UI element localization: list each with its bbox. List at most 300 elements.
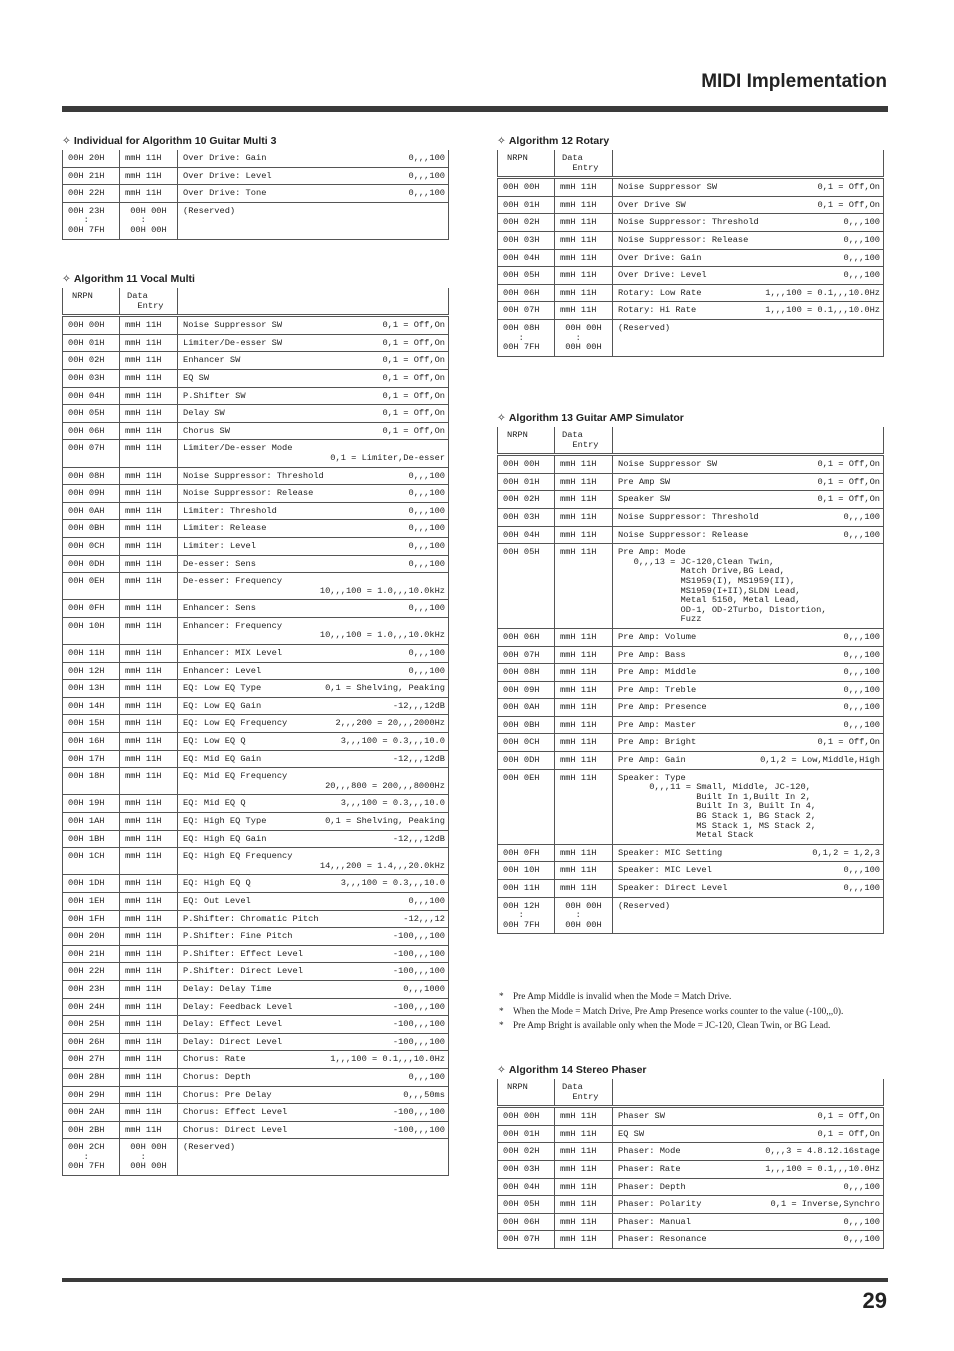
parameter-value: 3,,,100 = 0.3,,,10.0 xyxy=(340,878,445,889)
data-entry-header: Data Entry xyxy=(562,430,599,450)
parameter-name: Noise Suppressor: Threshold xyxy=(183,470,324,481)
data-entry-cell: 00H 00H : 00H 00H xyxy=(130,205,167,235)
data-entry-cell: mmH 11H xyxy=(125,488,162,499)
data-entry-cell: mmH 11H xyxy=(560,270,597,281)
parameter-value: -100,,,100 xyxy=(392,948,445,959)
description-cell xyxy=(618,880,880,897)
table-row xyxy=(63,662,449,680)
data-entry-cell: mmH 11H xyxy=(125,736,162,747)
parameter-value: 0,,,100 xyxy=(843,1234,880,1245)
table-row xyxy=(498,1143,884,1161)
parameter-name: EQ: High EQ Q xyxy=(183,878,251,889)
description-cell xyxy=(183,538,445,555)
nrpn-cell: 00H 14H xyxy=(68,700,105,711)
parameter-value: 0,,,100 xyxy=(843,865,880,876)
parameter-value: 0,1 = Shelving, Peaking xyxy=(325,683,445,694)
parameter-value: -100,,,100 xyxy=(392,966,445,977)
parameter-name: Over Drive SW xyxy=(618,199,686,210)
parameter-name: Delay: Delay Time xyxy=(183,983,272,994)
nrpn-cell: 00H 29H xyxy=(68,1089,105,1100)
table-row xyxy=(498,664,884,682)
table-row xyxy=(63,1068,449,1086)
parameter-name: Pre Amp: Middle xyxy=(618,667,697,678)
data-entry-cell: mmH 11H xyxy=(560,719,597,730)
description-cell xyxy=(618,456,880,473)
description-cell xyxy=(183,733,445,750)
table-row xyxy=(63,1121,449,1139)
nrpn-cell: 00H 11H xyxy=(68,648,105,659)
table-row xyxy=(63,520,449,538)
description-cell xyxy=(183,663,445,680)
section-title: ✧ Algorithm 13 Guitar AMP Simulator xyxy=(497,412,684,424)
data-entry-cell: mmH 11H xyxy=(560,529,597,540)
nrpn-cell: 00H 02H xyxy=(503,494,540,505)
data-entry-cell: mmH 11H xyxy=(125,1036,162,1047)
data-entry-cell: mmH 11H xyxy=(560,631,597,642)
table-row xyxy=(498,1125,884,1143)
data-entry-cell: mmH 11H xyxy=(125,1107,162,1118)
parameter-name: Pre Amp: Master xyxy=(618,719,697,730)
parameter-name: Rotary: Low Rate xyxy=(618,287,702,298)
parameter-value: 0,,,100 xyxy=(843,217,880,228)
nrpn-cell: 00H 0EH xyxy=(503,772,540,783)
description-cell xyxy=(183,911,445,928)
note: * Pre Amp Bright is available only when the Mode = JC-120, Clean Twin, or BG Lead. xyxy=(499,1021,831,1032)
nrpn-table xyxy=(497,1079,884,1249)
parameter-value: 0,,,100 xyxy=(843,529,880,540)
parameter-name: EQ: Out Level xyxy=(183,895,251,906)
description-cell xyxy=(183,1016,445,1033)
nrpn-cell: 00H 09H xyxy=(68,488,105,499)
diamond-icon: ✧ xyxy=(497,412,506,424)
parameter-name: Phaser: Rate xyxy=(618,1163,681,1174)
table-row xyxy=(498,844,884,862)
table-row xyxy=(63,405,449,423)
data-entry-cell: mmH 11H xyxy=(125,470,162,481)
description-cell xyxy=(183,370,445,387)
parameter-name: Delay SW xyxy=(183,408,225,419)
section-title: ✧ Algorithm 11 Vocal Multi xyxy=(62,273,195,285)
page-number: 29 xyxy=(862,1288,887,1313)
table-row xyxy=(498,1231,884,1249)
data-entry-cell: mmH 11H xyxy=(125,443,162,454)
nrpn-cell: 00H 1AH xyxy=(68,816,105,826)
parameter-name: Pre Amp: Mode 0,,,13 = JC-120,Clean Twin, Match Drive,BG Lead, MS1959(I), MS1959(II), MS1959(I+II),SLDN Lead, Metal 5150, Metal Lead, OD-1, OD-2Turbo, Distortion, Fuzz xyxy=(618,547,827,625)
parameter-value: 2,,,200 = 20,,,2000Hz xyxy=(335,718,445,729)
nrpn-cell: 00H 03H xyxy=(503,1163,540,1174)
data-entry-cell: mmH 11H xyxy=(125,983,162,994)
parameter-name: EQ SW xyxy=(183,372,210,383)
parameter-name: EQ: Low EQ Q xyxy=(183,736,246,747)
description-cell xyxy=(183,168,445,185)
data-entry-cell: mmH 11H xyxy=(560,847,597,858)
parameter-name: Enhancer: Sens xyxy=(183,603,256,614)
parameter-value: 0,1 = Limiter,De-esser xyxy=(330,452,445,463)
description-cell xyxy=(618,491,880,508)
description-cell xyxy=(183,618,445,644)
description-cell xyxy=(183,468,445,485)
section-algorithm-10 xyxy=(62,134,448,240)
parameter-value: 0,1 = Off,On xyxy=(817,1111,880,1122)
section-algorithm-12 xyxy=(497,134,883,357)
parameter-value: 0,1 = Off,On xyxy=(817,1128,880,1139)
description-cell xyxy=(183,813,445,830)
parameter-name: P.Shifter: Fine Pitch xyxy=(183,931,293,942)
nrpn-cell: 00H 0BH xyxy=(503,719,540,730)
description-cell xyxy=(618,1179,880,1196)
data-entry-cell: mmH 11H xyxy=(125,576,162,587)
description-cell xyxy=(618,197,880,214)
description-cell xyxy=(618,179,880,196)
parameter-name: Pre Amp SW xyxy=(618,476,671,487)
data-entry-cell: mmH 11H xyxy=(560,217,597,228)
nrpn-cell: 00H 16H xyxy=(68,736,105,747)
data-entry-cell: mmH 11H xyxy=(125,170,162,181)
diamond-icon: ✧ xyxy=(497,1064,506,1076)
description-cell xyxy=(618,898,880,915)
parameter-value: 0,,,100 xyxy=(843,667,880,678)
table-row xyxy=(498,862,884,880)
description-cell xyxy=(183,680,445,697)
parameter-name: P.Shifter: Direct Level xyxy=(183,966,303,977)
parameter-value: -100,,,100 xyxy=(392,1107,445,1118)
parameter-value: 3,,,100 = 0.3,,,10.0 xyxy=(340,736,445,747)
description-cell xyxy=(618,1161,880,1178)
section-title: ✧ Individual for Algorithm 10 Guitar Multi 3 xyxy=(62,135,277,147)
table-row xyxy=(498,734,884,752)
parameter-value: 20,,,800 = 200,,,8000Hz xyxy=(325,780,445,791)
description-cell xyxy=(183,848,445,874)
data-entry-cell: mmH 11H xyxy=(125,337,162,348)
nrpn-cell: 00H 0BH xyxy=(68,523,105,534)
description-cell xyxy=(183,928,445,945)
parameter-value: 0,,,100 xyxy=(843,684,880,695)
section-algorithm-14 xyxy=(497,1063,883,1249)
data-entry-header: Data Entry xyxy=(562,153,599,173)
table-row xyxy=(498,491,884,509)
page-header-title: MIDI Implementation xyxy=(701,71,887,92)
nrpn-cell: 00H 04H xyxy=(68,390,105,401)
nrpn-cell: 00H 00H xyxy=(503,1111,540,1122)
description-cell xyxy=(618,214,880,231)
description-cell xyxy=(183,573,445,599)
description-cell xyxy=(618,1196,880,1213)
parameter-value: 0,,,50ms xyxy=(403,1089,445,1100)
data-entry-cell: mmH 11H xyxy=(125,540,162,551)
parameter-value: 1,,,100 = 0.1,,,10.0Hz xyxy=(330,1054,445,1065)
table-row xyxy=(498,1160,884,1178)
data-entry-cell: mmH 11H xyxy=(125,408,162,419)
data-entry-cell: mmH 11H xyxy=(125,833,162,844)
parameter-name: Pre Amp: Treble xyxy=(618,684,697,695)
parameter-name: Noise Suppressor SW xyxy=(618,182,718,193)
parameter-name: P.Shifter: Chromatic Pitch xyxy=(183,913,319,924)
table-row xyxy=(63,910,449,928)
notes xyxy=(499,990,843,1034)
parameter-value: 0,1 = Shelving, Peaking xyxy=(325,816,445,826)
parameter-value: 0,1 = Off,On xyxy=(817,737,880,748)
parameter-value: 0,,,100 xyxy=(408,488,445,499)
parameter-name: De-esser: Frequency xyxy=(183,576,283,587)
section-algorithm-13 xyxy=(497,411,883,934)
parameter-name: (Reserved) xyxy=(618,322,671,333)
nrpn-cell: 00H 06H xyxy=(503,1216,540,1227)
nrpn-cell: 00H 06H xyxy=(503,631,540,642)
data-entry-cell: mmH 11H xyxy=(125,665,162,676)
parameter-value: 0,1 = Off,On xyxy=(382,355,445,366)
nrpn-cell: 00H 2BH xyxy=(68,1124,105,1135)
nrpn-cell: 00H 00H xyxy=(503,182,540,193)
table-row xyxy=(498,1196,884,1214)
description-cell xyxy=(183,388,445,405)
nrpn-cell: 00H 0FH xyxy=(503,847,540,858)
parameter-name: Enhancer: MIX Level xyxy=(183,648,283,659)
nrpn-table xyxy=(497,427,884,934)
nrpn-cell: 00H 03H xyxy=(503,234,540,245)
table-row xyxy=(498,178,884,197)
table-row xyxy=(498,628,884,646)
description-cell xyxy=(183,485,445,502)
description-cell xyxy=(618,682,880,699)
parameter-value: 0,1 = Off,On xyxy=(382,425,445,436)
nrpn-cell: 00H 04H xyxy=(503,1181,540,1192)
parameter-name: Phaser SW xyxy=(618,1111,665,1122)
description-cell xyxy=(183,1069,445,1086)
nrpn-cell: 00H 21H xyxy=(68,948,105,959)
parameter-name: EQ: Mid EQ Gain xyxy=(183,753,262,764)
nrpn-cell: 00H 0AH xyxy=(503,702,540,713)
data-entry-cell: mmH 11H xyxy=(125,851,162,862)
nrpn-cell: 00H 01H xyxy=(503,1128,540,1139)
description-cell xyxy=(183,645,445,662)
parameter-value: 0,,,100 xyxy=(408,153,445,163)
nrpn-cell: 00H 01H xyxy=(68,337,105,348)
description-cell xyxy=(618,267,880,284)
parameter-name: Speaker: Direct Level xyxy=(618,883,728,893)
nrpn-cell: 00H 12H : 00H 7FH xyxy=(503,900,540,930)
note: * Pre Amp Middle is invalid when the Mode = Match Drive. xyxy=(499,992,732,1002)
parameter-value: 0,,,100 xyxy=(843,649,880,660)
table-row xyxy=(63,750,449,768)
data-entry-cell: mmH 11H xyxy=(125,1001,162,1012)
parameter-value: 0,,,100 xyxy=(408,505,445,516)
nrpn-cell: 00H 05H xyxy=(68,408,105,419)
nrpn-cell: 00H 2CH : 00H 7FH xyxy=(68,1142,105,1172)
nrpn-cell: 00H 11H xyxy=(503,883,540,893)
parameter-name: EQ: High EQ Gain xyxy=(183,833,267,844)
data-entry-cell: mmH 11H xyxy=(560,305,597,316)
description-cell xyxy=(618,250,880,267)
parameter-value: 1,,,100 = 0.1,,,10.0Hz xyxy=(765,287,880,298)
data-entry-cell: mmH 11H xyxy=(125,816,162,826)
data-entry-cell: mmH 11H xyxy=(125,372,162,383)
parameter-name: EQ: High EQ Frequency xyxy=(183,851,293,862)
data-entry-cell: mmH 11H xyxy=(560,684,597,695)
table-row xyxy=(63,795,449,813)
data-entry-cell: mmH 11H xyxy=(560,755,597,766)
parameter-name: Chorus: Rate xyxy=(183,1054,246,1065)
parameter-name: Delay: Effect Level xyxy=(183,1019,283,1030)
parameter-value: -100,,,100 xyxy=(392,1036,445,1047)
data-entry-header: Data Entry xyxy=(562,1082,599,1102)
data-entry-cell: mmH 11H xyxy=(560,737,597,748)
parameter-value: 0,,,100 xyxy=(408,540,445,551)
parameter-value: 0,1 = Off,On xyxy=(817,459,880,470)
nrpn-cell: 00H 0EH xyxy=(68,576,105,587)
description-cell xyxy=(183,768,445,794)
parameter-name: Pre Amp: Bright xyxy=(618,737,697,748)
table-row xyxy=(63,848,449,875)
parameter-name: Speaker SW xyxy=(618,494,671,505)
parameter-name: Noise Suppressor: Threshold xyxy=(618,511,759,522)
parameter-name: Over Drive: Gain xyxy=(618,252,702,263)
data-entry-cell: mmH 11H xyxy=(125,1089,162,1100)
table-row xyxy=(498,1107,884,1126)
parameter-name: Over Drive: Level xyxy=(618,270,707,281)
parameter-name: Limiter: Level xyxy=(183,540,256,551)
parameter-value: -12,,,12dB xyxy=(392,700,445,711)
nrpn-cell: 00H 20H xyxy=(68,153,105,163)
nrpn-cell: 00H 02H xyxy=(68,355,105,366)
data-entry-cell: mmH 11H xyxy=(560,494,597,505)
table-header-row xyxy=(498,1079,884,1107)
table-row xyxy=(63,830,449,848)
parameter-value: 0,,,100 xyxy=(843,883,880,893)
table-row xyxy=(498,716,884,734)
parameter-value: 0,,,100 xyxy=(843,702,880,713)
description-cell xyxy=(183,150,445,167)
data-entry-cell: 00H 00H : 00H 00H xyxy=(565,900,602,930)
parameter-value: 0,1 = Off,On xyxy=(817,182,880,193)
data-entry-cell: mmH 11H xyxy=(125,913,162,924)
description-cell xyxy=(618,629,880,646)
nrpn-cell: 00H 23H : 00H 7FH xyxy=(68,205,105,235)
description-cell xyxy=(183,1104,445,1121)
parameter-value: 0,1 = Off,On xyxy=(817,476,880,487)
nrpn-cell: 00H 1DH xyxy=(68,878,105,889)
parameter-name: Limiter: Release xyxy=(183,523,267,534)
nrpn-header: NRPN xyxy=(507,430,528,440)
nrpn-cell: 00H 0AH xyxy=(68,505,105,516)
parameter-name: Pre Amp: Bass xyxy=(618,649,686,660)
table-row xyxy=(498,880,884,898)
data-entry-cell: mmH 11H xyxy=(125,700,162,711)
parameter-name: Chorus SW xyxy=(183,425,230,436)
table-row xyxy=(63,715,449,733)
table-row xyxy=(63,467,449,485)
nrpn-header: NRPN xyxy=(72,291,93,301)
nrpn-cell: 00H 0FH xyxy=(68,603,105,614)
nrpn-cell: 00H 1BH xyxy=(68,833,105,844)
data-entry-cell: mmH 11H xyxy=(560,702,597,713)
table-row xyxy=(498,267,884,285)
nrpn-cell: 00H 20H xyxy=(68,931,105,942)
nrpn-cell: 00H 02H xyxy=(503,1146,540,1157)
nrpn-cell: 00H 08H : 00H 7FH xyxy=(503,322,540,353)
parameter-value: 0,,,100 xyxy=(843,719,880,730)
table-row xyxy=(63,573,449,600)
table-row xyxy=(498,302,884,320)
parameter-value: 0,1 = Off,On xyxy=(382,372,445,383)
parameter-value: 0,1,2 = Low,Middle,High xyxy=(760,755,880,766)
nrpn-table xyxy=(62,150,449,240)
table-row xyxy=(498,769,884,844)
description-cell xyxy=(618,1214,880,1231)
table-row xyxy=(63,440,449,467)
parameter-name: Phaser: Resonance xyxy=(618,1234,707,1245)
note: * When the Mode = Match Drive, Pre Amp Presence works counter to the value (-100,,,0). xyxy=(499,1006,844,1017)
table-row xyxy=(63,352,449,370)
table-row xyxy=(498,526,884,544)
parameter-value: 0,,,1000 xyxy=(403,983,445,994)
description-cell xyxy=(618,699,880,716)
data-entry-cell: mmH 11H xyxy=(125,188,162,199)
table-row xyxy=(63,945,449,963)
parameter-name: (Reserved) xyxy=(618,900,671,911)
table-row xyxy=(63,680,449,698)
parameter-name: Limiter/De-esser Mode xyxy=(183,443,293,454)
parameter-value: 0,,,100 xyxy=(408,603,445,614)
description-cell xyxy=(183,795,445,812)
nrpn-cell: 00H 12H xyxy=(68,665,105,676)
parameter-value: -12,,,12dB xyxy=(392,833,445,844)
nrpn-cell: 00H 04H xyxy=(503,252,540,263)
nrpn-cell: 00H 10H xyxy=(503,865,540,876)
table-row xyxy=(63,875,449,893)
table-row xyxy=(63,185,449,203)
parameter-value: 0,,,100 xyxy=(408,558,445,569)
parameter-value: 0,1 = Off,On xyxy=(382,408,445,419)
nrpn-cell: 00H 23H xyxy=(68,983,105,994)
parameter-name: Speaker: Type 0,,,11 = Small, Middle, JC-120, Built In 1,Built In 2, Built In 3, Built In 4, BG Stack 1, BG Stack 2, MS Stack 1, MS Stack 2, Metal Stack xyxy=(618,772,817,841)
parameter-value: 0,,,100 xyxy=(843,631,880,642)
nrpn-cell: 00H 06H xyxy=(503,287,540,298)
nrpn-cell: 00H 19H xyxy=(68,798,105,809)
table-row xyxy=(63,892,449,910)
description-cell xyxy=(618,1126,880,1143)
description-cell xyxy=(183,698,445,715)
parameter-name: Rotary: Hi Rate xyxy=(618,305,697,316)
nrpn-header: NRPN xyxy=(507,153,528,163)
parameter-name: Chorus: Direct Level xyxy=(183,1124,288,1135)
description-cell xyxy=(183,1034,445,1051)
parameter-name: Limiter: Threshold xyxy=(183,505,277,516)
nrpn-cell: 00H 21H xyxy=(68,170,105,181)
parameter-value: -100,,,100 xyxy=(392,931,445,942)
description-cell xyxy=(618,717,880,734)
nrpn-header: NRPN xyxy=(507,1082,528,1092)
data-entry-cell: mmH 11H xyxy=(560,883,597,893)
header-rule xyxy=(62,106,888,112)
data-entry-cell: 00H 00H : 00H 00H xyxy=(565,322,602,353)
table-row xyxy=(63,733,449,751)
description-cell xyxy=(618,285,880,302)
data-entry-cell: mmH 11H xyxy=(125,931,162,942)
nrpn-cell: 00H 17H xyxy=(68,753,105,764)
parameter-name: Over Drive: Gain xyxy=(183,153,267,163)
description-cell xyxy=(618,845,880,862)
parameter-name: Over Drive: Tone xyxy=(183,188,267,199)
parameter-value: 0,,,100 xyxy=(408,665,445,676)
nrpn-cell: 00H 08H xyxy=(503,667,540,678)
table-row xyxy=(63,1016,449,1034)
parameter-name: Phaser: Depth xyxy=(618,1181,686,1192)
parameter-value: -12,,,12dB xyxy=(392,753,445,764)
nrpn-cell: 00H 22H xyxy=(68,966,105,977)
parameter-name: P.Shifter SW xyxy=(183,390,246,401)
nrpn-cell: 00H 27H xyxy=(68,1054,105,1065)
parameter-name: Noise Suppressor SW xyxy=(618,459,718,470)
